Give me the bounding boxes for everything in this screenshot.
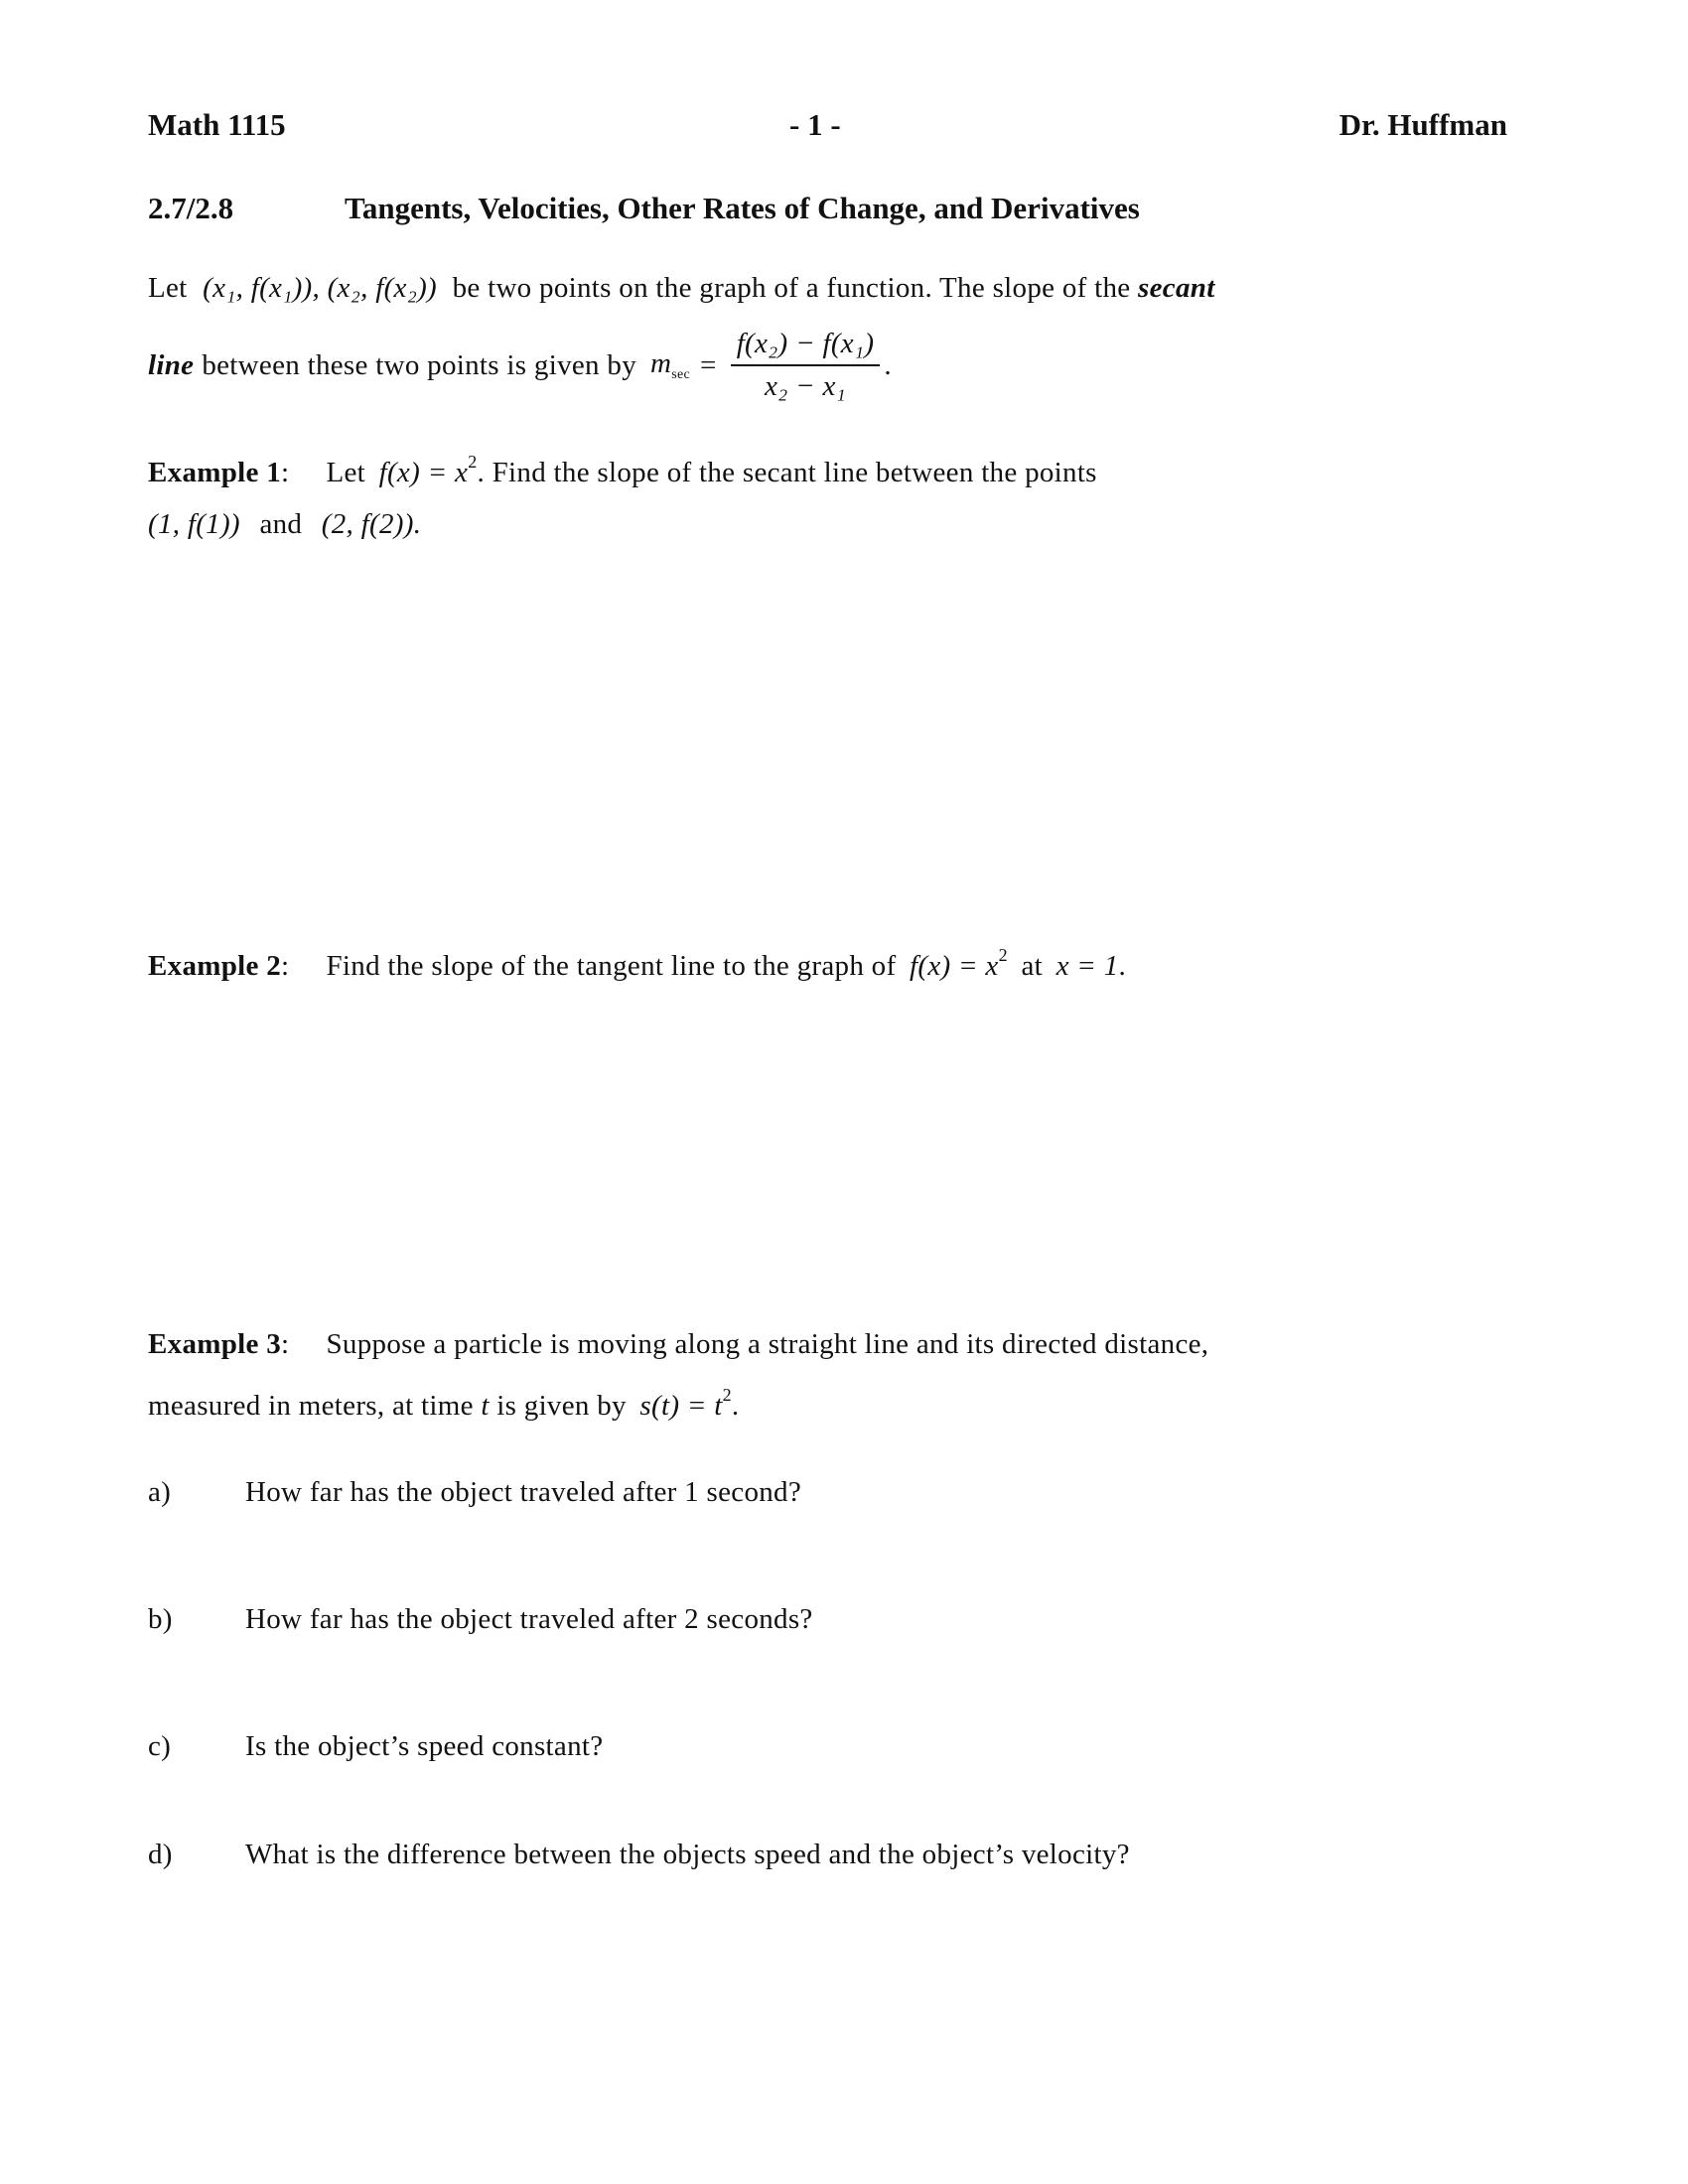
part-d-label: d) (148, 1839, 173, 1870)
example-2-period: . (1118, 950, 1127, 982)
example-3-text-1: Suppose a particle is moving along a straight line and its directed distance, (326, 1328, 1209, 1360)
definition-period: . (884, 348, 892, 381)
section-number: 2.7/2.8 (148, 191, 234, 225)
part-a-text: How far has the object traveled after 1 second? (245, 1476, 802, 1508)
m-symbol: m (650, 347, 672, 379)
t-variable: t (481, 1390, 490, 1422)
part-b-text: How far has the object traveled after 2 seconds? (245, 1603, 813, 1635)
example-3-function (639, 1385, 732, 1422)
at-text: at (1021, 950, 1043, 982)
example-3-line-2 (148, 1385, 739, 1423)
and-text: and (259, 508, 303, 540)
definition-line-2 (148, 328, 892, 403)
part-a (148, 1476, 801, 1509)
exponent: 2 (722, 1385, 732, 1405)
fraction-numerator: f(x₂) − f(x₁) (731, 328, 881, 366)
definition-term-secant: secant (1138, 272, 1215, 304)
example-2-function (910, 945, 1008, 982)
exponent: 2 (468, 452, 478, 472)
function-fx: f(x) = x (378, 457, 469, 488)
point-1: (1, f(1)) (148, 508, 240, 540)
example-3-line-1 (148, 1328, 1208, 1361)
equals-sign: = (700, 348, 717, 381)
example-3-text-3: is given by (496, 1390, 627, 1422)
secant-slope-fraction (731, 328, 881, 403)
part-b (148, 1603, 813, 1636)
definition-points: (x₁, f(x₁)), (x₂, f(x₂)) (203, 272, 437, 304)
part-c (148, 1730, 603, 1763)
function-st: s(t) = t (639, 1390, 723, 1422)
example-2-colon: : (281, 950, 290, 982)
m-subscript: sec (671, 367, 691, 382)
example-3-text-2: measured in meters, at time (148, 1390, 474, 1422)
part-b-label: b) (148, 1603, 173, 1635)
example-1-text: . Find the slope of the secant line between the points (477, 457, 1097, 488)
example-2 (148, 945, 1126, 983)
part-c-label: c) (148, 1730, 172, 1762)
example-1-line-1 (148, 452, 1097, 489)
example-3-label: Example 3 (148, 1328, 282, 1360)
x-value: x = 1 (1055, 950, 1119, 982)
example-1-let: Let (326, 457, 366, 488)
definition-line-1 (148, 272, 1215, 305)
page-number: - 1 - (789, 107, 841, 142)
course-name: Math 1115 (148, 107, 286, 142)
part-d (148, 1839, 1130, 1871)
part-a-label: a) (148, 1476, 172, 1508)
m-sec-symbol (650, 347, 690, 383)
instructor-name: Dr. Huffman (1338, 107, 1507, 142)
function-fx: f(x) = x (910, 950, 999, 982)
definition-text-1: be two points on the graph of a function. The slope of the (452, 272, 1131, 304)
example-2-label: Example 2 (148, 950, 282, 982)
definition-text-2: between these two points is given by (202, 348, 636, 381)
part-c-text: Is the object’s speed constant? (245, 1730, 604, 1762)
definition-term-line: line (148, 348, 195, 381)
example-2-text: Find the slope of the tangent line to the graph of (326, 950, 897, 982)
example-3-period: . (731, 1390, 740, 1422)
part-d-text: What is the difference between the objects speed and the object’s velocity? (245, 1839, 1130, 1870)
exponent: 2 (998, 945, 1008, 965)
example-1-line-2 (148, 508, 421, 541)
example-1-function (378, 452, 478, 488)
example-1-colon: : (281, 457, 290, 488)
point-2: (2, f(2)) (321, 508, 414, 540)
fraction-denominator: x₂ − x₁ (764, 370, 847, 402)
example-3-colon: : (281, 1328, 290, 1360)
definition-let: Let (148, 272, 188, 304)
example-1-label: Example 1 (148, 457, 282, 488)
section-title: Tangents, Velocities, Other Rates of Change, and Derivatives (345, 191, 1140, 225)
example-1-period: . (413, 508, 422, 540)
